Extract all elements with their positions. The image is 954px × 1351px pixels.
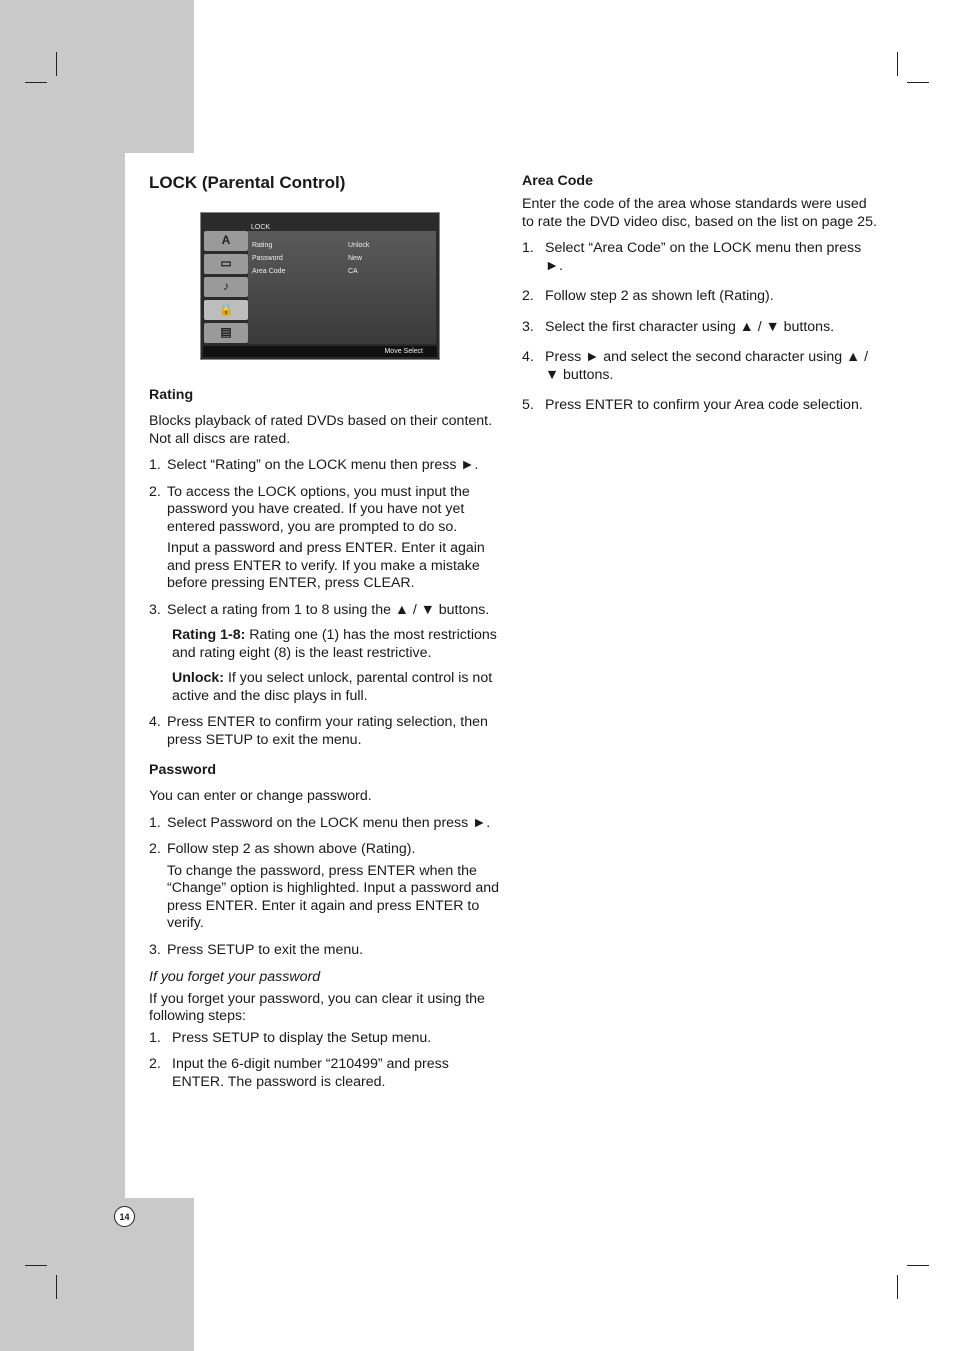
crop-mark xyxy=(907,82,929,83)
password-heading: Password xyxy=(149,762,217,778)
left-column xyxy=(149,172,501,1100)
menu-value-area-code: CA xyxy=(348,268,358,275)
list-item: 1. Select “Rating” on the LOCK menu then press ►. xyxy=(149,457,479,473)
list-item: 5. Press ENTER to confirm your Area code selection. xyxy=(522,397,863,413)
crop-mark xyxy=(897,1275,898,1299)
list-item: 2. To access the LOCK options, you must input the password you have created. If you have not yet entered password, you are prompted to do so. Input a password and press ENTER. Enter it again and press ENTER to verify. If you make a mistake before pressing ENTER, press CLEAR. xyxy=(149,483,485,591)
crop-mark xyxy=(25,1265,47,1266)
list-item: 4. Press ENTER to confirm your rating selection, then press SETUP to exit the menu. xyxy=(149,714,488,748)
crop-mark xyxy=(25,82,47,83)
crop-mark xyxy=(907,1265,929,1266)
forgot-password-intro: If you forget your password, you can clear it using the following steps: xyxy=(149,990,485,1024)
page-title: LOCK (Parental Control) xyxy=(149,173,346,192)
password-steps xyxy=(149,815,501,960)
crop-mark xyxy=(56,52,57,76)
menu-row-password: Password xyxy=(252,255,283,262)
others-icon: ▤ xyxy=(204,323,248,343)
list-item: 2. Follow step 2 as shown above (Rating). To change the password, press ENTER when the “Change” option is highlighted. Input a password and press ENTER. Enter it again and press ENTER to verify. xyxy=(149,841,500,931)
menu-row-rating: Rating xyxy=(252,242,273,249)
forgot-password-steps xyxy=(149,1030,501,1092)
list-item: 4. Press ► and select the second character using ▲ / ▼ buttons. xyxy=(522,349,869,383)
list-item: 1. Press SETUP to display the Setup menu. xyxy=(149,1029,432,1046)
lock-menu-screenshot xyxy=(200,212,440,360)
rating-intro: Blocks playback of rated DVDs based on their content. Not all discs are rated. xyxy=(149,413,493,447)
lock-icon: 🔒 xyxy=(204,300,248,320)
forgot-password-heading: If you forget your password xyxy=(149,969,321,985)
password-intro: You can enter or change password. xyxy=(149,788,372,804)
list-item: 3. Select the first character using ▲ / ▼ buttons. xyxy=(522,318,835,335)
unlock-note: Unlock: If you select unlock, parental control is not active and the disc plays in full. xyxy=(172,670,493,704)
right-column xyxy=(522,172,882,428)
list-item: 2. Follow step 2 as shown left (Rating). xyxy=(522,288,774,304)
list-item: 3. Select a rating from 1 to 8 using the ▲ / ▼ buttons. Rating 1-8: Rating one (1) has the most restrictions and rating eight (8) is the least restrictive. Unlock: If you select unlock, parental control is not active and the disc plays in full. xyxy=(149,602,501,706)
rating-steps xyxy=(149,457,501,749)
area-code-heading: Area Code xyxy=(522,173,593,189)
area-code-steps xyxy=(522,240,882,415)
rating-1-8-note: Rating 1-8: Rating one (1) has the most restrictions and rating eight (8) is the least restrictive. xyxy=(172,627,497,661)
margin-band-top xyxy=(0,0,194,153)
rating-heading: Rating xyxy=(149,387,194,403)
crop-mark xyxy=(56,1275,57,1299)
margin-band-left xyxy=(0,153,125,1198)
menu-panel xyxy=(248,231,436,344)
menu-sidebar xyxy=(204,231,248,347)
menu-value-rating: Unlock xyxy=(348,242,370,249)
menu-title: LOCK xyxy=(251,224,271,231)
list-item: 1. Select “Area Code” on the LOCK menu then press ►. xyxy=(522,240,862,274)
display-icon: ▭ xyxy=(204,254,248,274)
menu-value-password: New xyxy=(348,255,363,262)
crop-mark xyxy=(897,52,898,76)
list-item: 2. Input the 6-digit number “210499” and press ENTER. The password is cleared. xyxy=(149,1056,449,1090)
audio-icon: ♪ xyxy=(204,277,248,297)
list-item: 1. Select Password on the LOCK menu then press ►. xyxy=(149,814,491,831)
list-item: 3. Press SETUP to exit the menu. xyxy=(149,941,364,958)
margin-band-bottom xyxy=(0,1198,194,1351)
language-icon: A xyxy=(204,231,248,251)
menu-row-area-code: Area Code xyxy=(252,268,286,275)
menu-footer: Move Select xyxy=(203,346,437,357)
area-code-intro: Enter the code of the area whose standards were used to rate the DVD video disc, based on the list on page 25. xyxy=(522,196,877,230)
page-number: 14 xyxy=(114,1206,135,1227)
